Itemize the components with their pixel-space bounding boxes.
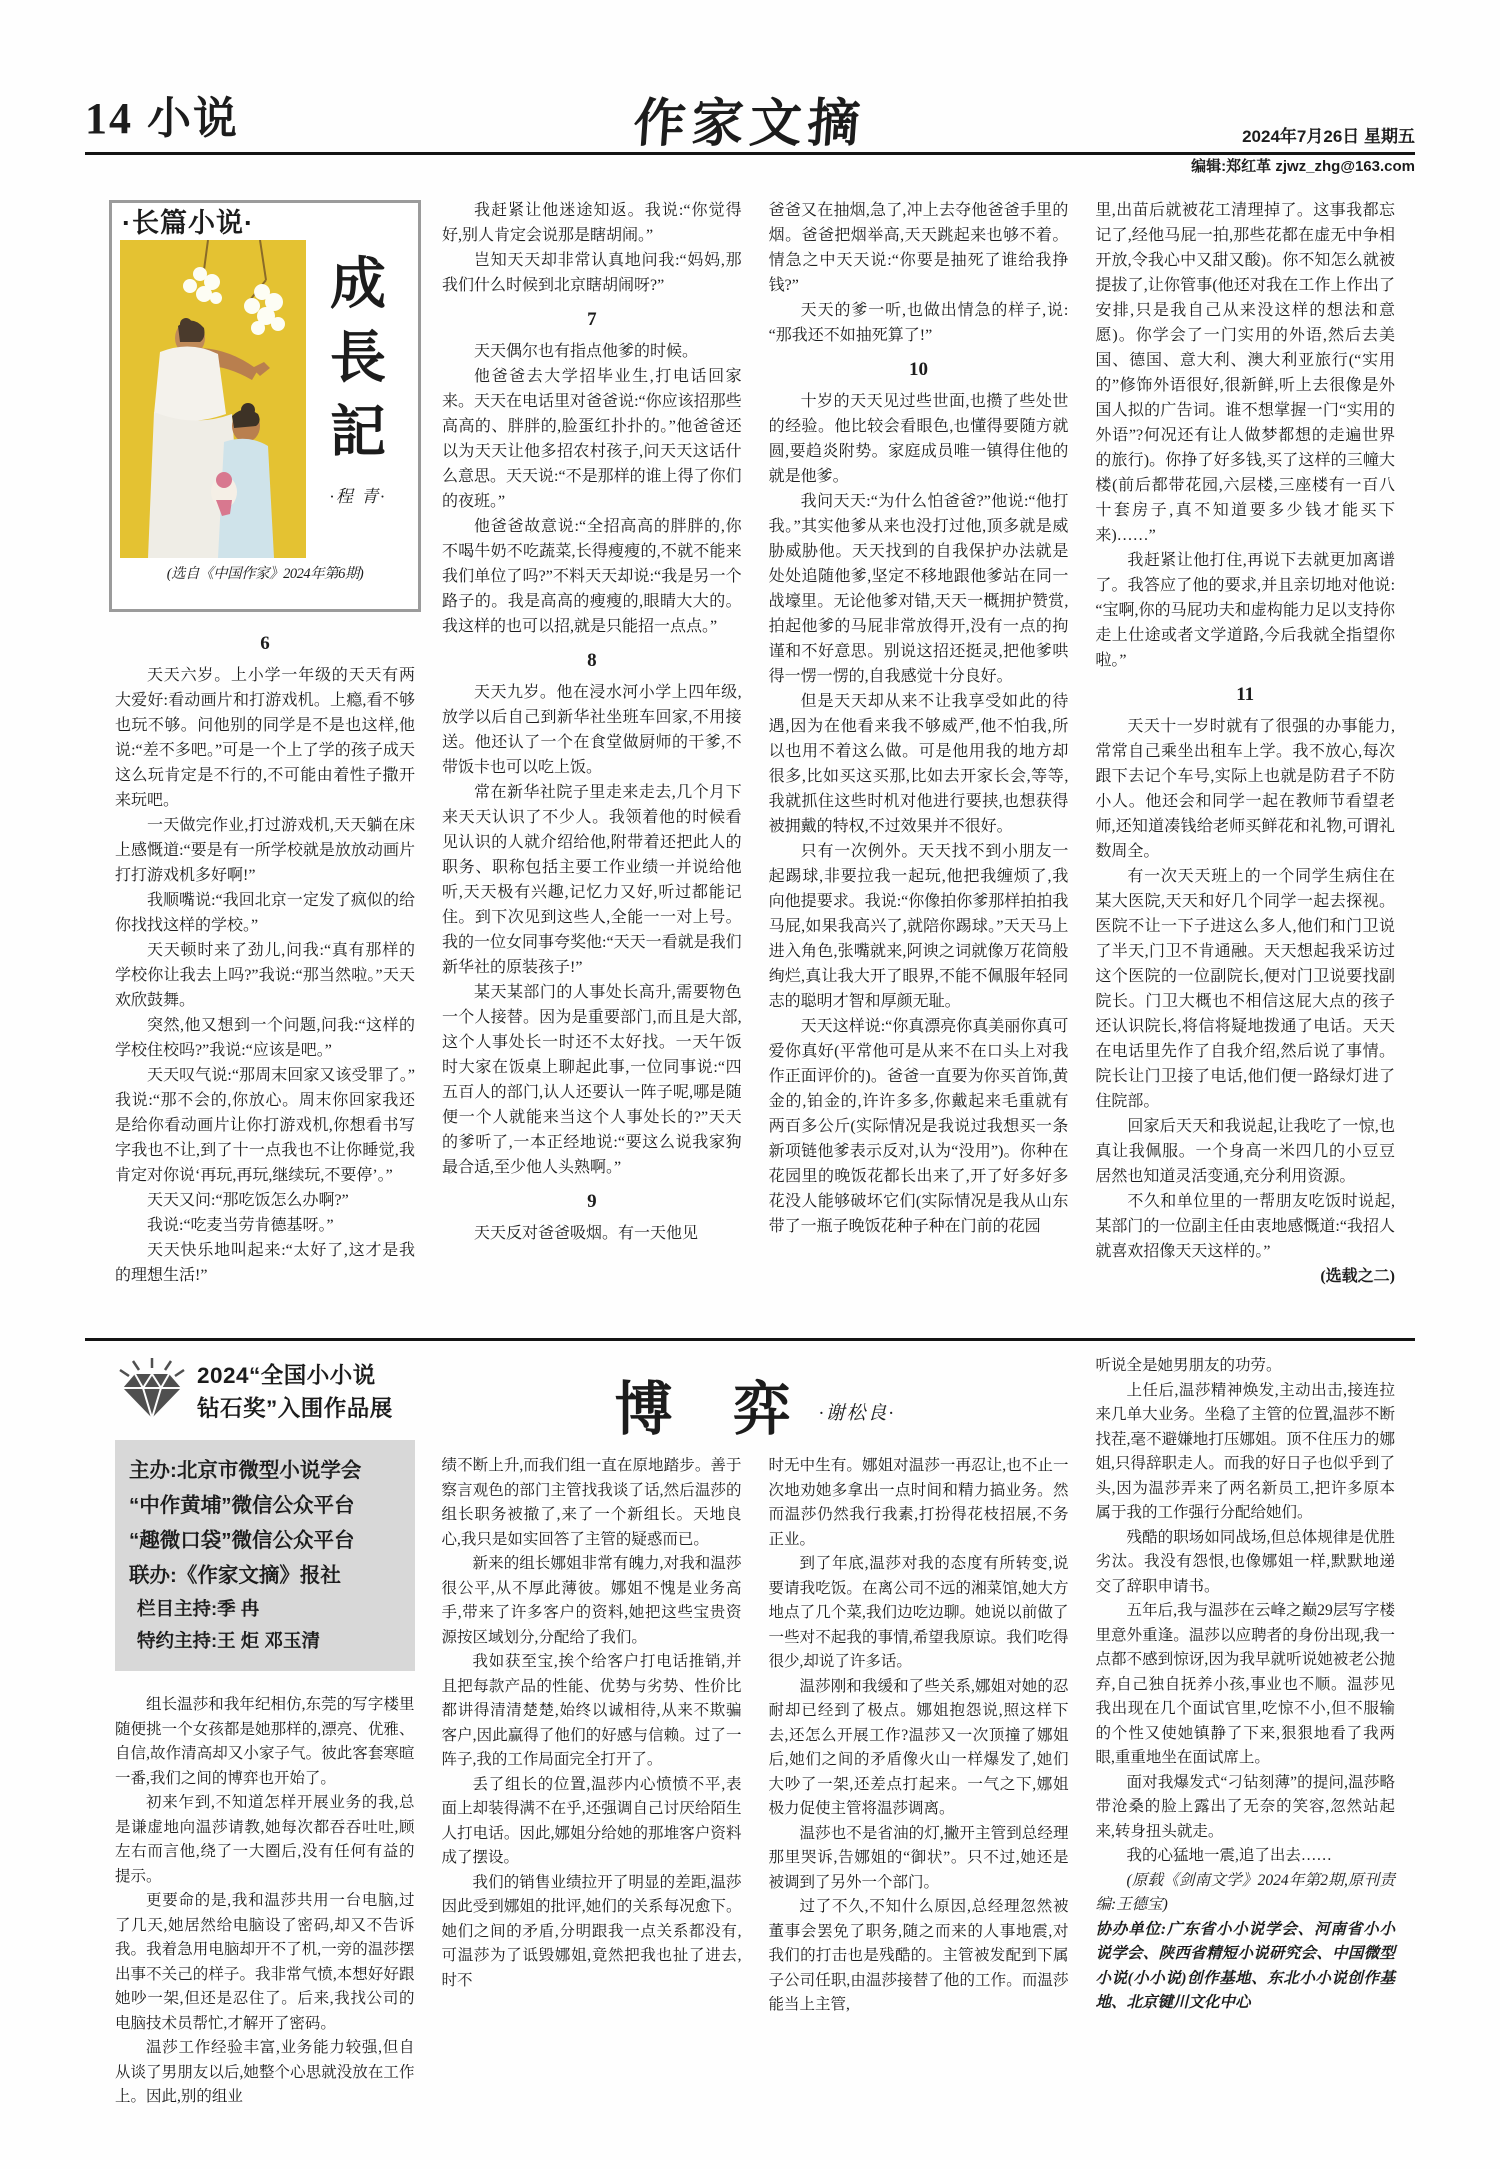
section-number: 11 (1236, 684, 1255, 705)
section-name: 小说 (147, 94, 239, 143)
paragraph: 听说全是她男朋友的功劳。 (1095, 1357, 1282, 1374)
novel-genre-tag: ·长篇小说· (122, 208, 254, 238)
host-line: 特约主持:王 炬 邓玉清 (137, 1630, 320, 1651)
novel-author: ·程 青· (329, 487, 387, 506)
section-divider (85, 1338, 1415, 1341)
paragraph: (选载之二) (1320, 1268, 1396, 1285)
novel-column-4 (1095, 198, 1395, 1338)
paragraph: 我赶紧让他迷途知返。我说:“你觉得好,别人肯定会说那是瞎胡闹。” (442, 202, 742, 244)
story-title: 博 弈 (614, 1377, 813, 1442)
paragraph: 他爸爸去大学招毕业生,打电话回家来。天天在电话里对爸爸说:“你应该招那些高高的、胖胖的,脸蛋红扑扑的。”他爸爸还以为天天让他多招农村孩子,问天天这话什么意思。天天说:“不是那样的谁上得了你们的夜班。” (442, 368, 742, 510)
paragraph: 但是天天却从来不让我享受如此的待遇,因为在他看来我不够威严,他不怕我,所以也用不着这么做。可是他用我的地方却很多,比如买这买那,比如去开家长会,等等,我就抓住这些时机对他进行要挟,也想获得被拥戴的特权,不过效果并不很好。 (768, 693, 1069, 835)
masthead-logo: 作家文摘 (631, 96, 868, 153)
section-number: 9 (587, 1191, 597, 1212)
paragraph: 我的心猛地一震,追了出去…… (1126, 1847, 1332, 1864)
paragraph: 我如获至宝,挨个给客户打电话推销,并且把每款产品的性能、优势与劣势、性价比都讲得清清楚楚,始终以诚相待,从来不欺骗客户,因此赢得了他们的好感与信赖。过了一阵子,我的工作局面完全打开了。 (441, 1653, 742, 1768)
paragraph: 五年后,我与温莎在云峰之巅29层写字楼里意外重逢。温莎以应聘者的身份出现,我一点都不感到惊讶,因为我早就听说她被老公抛弃,自己独自抚养小孩,事业也不顺。温莎见我出现在几个面试官里,吃惊不小,但不服输的个性又使她镇静了下来,狠狠地看了我两眼,重重地坐在面试席上。 (1095, 1602, 1395, 1766)
paragraph: 天天快乐地叫起来:“太好了,这才是我的理想生活!” (115, 1242, 415, 1284)
page-header (85, 82, 1415, 155)
section-number: 8 (587, 650, 597, 671)
story-middle-wrap (442, 1354, 1069, 2140)
page-number-section (85, 82, 239, 146)
diamond-icon (115, 1356, 189, 1428)
paragraph: 温莎工作经验丰富,业务能力较强,但自从谈了男朋友以后,她整个心思就没放在工作上。因此,别的组业 (115, 2039, 415, 2105)
paragraph: 更要命的是,我和温莎共用一台电脑,过了几天,她居然给电脑设了密码,却又不告诉我。我着急用电脑却开不了机,一旁的温莎摆出事不关己的样子。我非常气愤,本想好好跟她吵一架,但还是忍住了。后来,我找公司的电脑技术员帮忙,才解开了密码。 (115, 1892, 415, 2032)
paragraph: 只有一次例外。天天找不到小朋友一起踢球,非要拉我一起玩,他把我缠烦了,我向他提要求。我说:“你像拍你爹那样拍拍我马屁,如果我高兴了,就陪你踢球。”天天马上进入角色,张嘴就来,阿谀之词就像万花筒般绚烂,真让我大开了眼界,不能不佩服年轻同志的聪明才智和厚颜无耻。 (768, 843, 1069, 1010)
novel-column-3 (769, 198, 1069, 1338)
paragraph: 十岁的天天见过些世面,也攒了些处世的经验。他比较会看眼色,也懂得要随方就圆,要趋炎附势。家庭成员唯一镇得住他的就是他爹。 (768, 393, 1069, 485)
organizer-line: 主办:北京市微型小说学会 (129, 1459, 362, 1482)
story-column-1 (115, 1354, 415, 2140)
paragraph: 到了年底,温莎对我的态度有所转变,说要请我吃饭。在离公司不远的湘菜馆,她大方地点了几个菜,我们边吃边聊。她说以前做了一些对不起我的事情,希望我原谅。我们吃得很少,却说了许多话。 (768, 1555, 1069, 1670)
novel-illustration (120, 240, 306, 558)
host-line: 栏目主持:季 冉 (137, 1598, 260, 1619)
novel-column-2 (442, 198, 742, 1338)
paragraph: 组长温莎和我年纪相仿,东莞的写字楼里随便挑一个女孩都是她那样的,漂亮、优雅、自信,故作清高却又小家子气。彼此客套寒暄一番,我们之间的博弈也开始了。 (115, 1696, 415, 1787)
novel-title-box (109, 200, 421, 612)
paragraph: 天天六岁。上小学一年级的天天有两大爱好:看动画片和打游戏机。上瘾,看不够也玩不够。问他别的同学是不是也这样,他说:“差不多吧。”可是一个上了学的孩子成天这么玩肯定是不行的,不可能由着性子撒开来玩吧。 (115, 667, 415, 809)
paragraph: 过了不久,不知什么原因,总经理忽然被董事会罢免了职务,随之而来的人事地震,对我们的打击也是残酷的。主管被发配到下属子公司任职,由温莎接替了他的工作。而温莎能当上主管, (768, 1898, 1069, 2013)
story-section (115, 1354, 1395, 2140)
story-author: ·谢松良· (818, 1402, 896, 1424)
paragraph: 他爸爸故意说:“全招高高的胖胖的,你不喝牛奶不吃蔬菜,长得瘦瘦的,不就不能来我们单位了吗?”不料天天却说:“我是另一个路子的。我是高高的瘦瘦的,眼睛大大的。我这样的也可以招,就是只能招一点点。” (442, 518, 742, 635)
paragraph: 我顺嘴说:“我回北京一定发了疯似的给你找找这样的学校。” (115, 892, 415, 934)
novel-column-1 (115, 198, 415, 1338)
page-number: 14 (85, 94, 133, 143)
contest-title-line1: 2024“全国小小说 (197, 1363, 376, 1388)
paragraph: 天天顿时来了劲儿,问我:“真有那样的学校你让我去上吗?”我说:“那当然啦。”天天欢欣鼓舞。 (115, 942, 415, 1009)
organizer-line: 联办:《作家文摘》报社 (129, 1564, 341, 1587)
paragraph: 我问天天:“为什么怕爸爸?”他说:“他打我。”其实他爹从来也没打过他,顶多就是威胁威胁他。天天找到的自我保护办法就是处处追随他爹,坚定不移地跟他爹站在同一战壕里。无论他爹对错,天天一概拥护赞赏,拍起他爹的马屁非常放得开,没有一点的拘谨和不好意思。别说这招还挺灵,把他爹哄得一愣一愣的,自我感觉十分良好。 (768, 493, 1069, 685)
paragraph: 我赶紧让他打住,再说下去就更加离谱了。我答应了他的要求,并且亲切地对他说:“宝啊,你的马屁功夫和虚构能力足以支持你走上仕途或者文学道路,今后我就全指望你啦。” (1095, 552, 1396, 669)
paragraph: 温莎也不是省油的灯,撇开主管到总经理那里哭诉,告娜姐的“御状”。只不过,她还是被调到了另外一个部门。 (768, 1824, 1069, 1891)
paragraph: 天天十一岁时就有了很强的办事能力,常常自己乘坐出租车上学。我不放心,每次跟下去记个车号,实际上也就是防君子不防小人。他还会和同学一起在教师节看望老师,还知道凑钱给老师买鲜花和礼物,可谓礼数周全。 (1095, 718, 1396, 860)
contest-logo-block (115, 1356, 415, 1428)
contest-title-line2: 钻石奖”入围作品展 (197, 1396, 393, 1421)
paragraph: 我们的销售业绩拉开了明显的差距,温莎因此受到娜姐的批评,她们的关系每况愈下。她们之间的矛盾,分明跟我一点关系都没有,可温莎为了诋毁娜姐,竟然把我也扯了进去,时不 (441, 1873, 742, 1989)
paragraph: 绩不断上升,而我们组一直在原地踏步。善于察言观色的部门主管找我谈了话,然后温莎的组长职务被撤了,来了一个新组长。天地良心,我只是如实回答了主管的疑惑而已。 (441, 1457, 742, 1548)
story-column-4 (1096, 1354, 1396, 2140)
organizer-line: “中作黄埔”微信公众平台 (129, 1494, 355, 1517)
paragraph: 常在新华社院子里走来走去,几个月下来天天认识了不少人。我领着他的时候看见认识的人就介绍给他,附带着还把此人的职务、职称包括主要工作业绩一并说给他听,天天极有兴趣,记忆力又好,听过都能记住。到下次见到这些人,全能一一对上号。我的一位女同事夸奖他:“天天一看就是我们新华社的原装孩子!” (442, 784, 742, 976)
novel-source: (选自《中国作家》2024年第6期) (166, 566, 364, 582)
novel-title-block (306, 240, 410, 558)
section-number: 10 (909, 359, 928, 380)
novel-text-col1 (115, 622, 415, 1288)
paragraph: 有一次天天班上的一个同学生病住在某大医院,天天和好几个同学一起去探视。医院不让一下子进这么多人,他们和门卫说了半天,门卫不肯通融。天天想起我采访过这个医院的一位副院长,便对门卫说要找副院长。门卫大概也不相信这屁大点的孩子还认识院长,将信将疑地拨通了电话。天天在电话里先作了自我介绍,然后说了事情。院长让门卫接了电话,他们便一路绿灯进了住院部。 (1095, 868, 1396, 1110)
novel-title-char: 成 (330, 254, 386, 316)
story-text-col1 (115, 1693, 415, 2110)
story-column-3 (769, 1454, 1069, 2018)
paragraph: 协办单位:广东省小小说学会、河南省小小说学会、陕西省精短小说研究会、中国微型小说(小小说)创作基地、东北小小说创作基地、北京键川文化中心 (1095, 1920, 1395, 2011)
novel-section (115, 198, 1395, 1338)
paragraph: 天天偶尔也有指点他爹的时候。 (474, 343, 699, 360)
paragraph: 天天叹气说:“那周末回家又该受罪了。”我说:“那不会的,你放心。周末你回家我还是给你看动画片让你打游戏机,你想看书写字我也不让,到了十一点我也不让你睡觉,我肯定对你说‘再玩,再玩,继续玩,不要停’。” (115, 1067, 415, 1184)
organizer-line: “趣微口袋”微信公众平台 (129, 1529, 355, 1552)
paragraph: 新来的组长娜姐非常有魄力,对我和温莎很公平,从不厚此薄彼。娜姐不愧是业务高手,带来了许多客户的资料,她把这些宝贵资源按区域划分,分配给了我们。 (441, 1555, 742, 1646)
organizer-box (115, 1440, 415, 1671)
novel-title-char: 長 (330, 328, 386, 390)
paragraph: 时无中生有。娜姐对温莎一再忍让,也不止一次地劝她多拿出一点时间和精力搞业务。然而温莎仍然我行我素,打扮得花枝招展,不务正业。 (768, 1457, 1069, 1548)
section-number: 6 (260, 633, 270, 654)
paragraph: 我说:“吃麦当劳肯德基呀。” (147, 1217, 334, 1234)
paragraph: 天天的爹一听,也做出情急的样子,说:“那我还不如抽死算了!” (768, 302, 1069, 344)
story-header (442, 1354, 1069, 1454)
date-line: 2024年7月26日 星期五 (1242, 127, 1415, 146)
novel-title-char: 記 (330, 402, 386, 464)
paragraph: 温莎刚和我缓和了些关系,娜姐对她的忍耐却已经到了极点。娜姐抱怨说,照这样下去,还怎么开展工作?温莎又一次顶撞了娜姐后,她们之间的矛盾像火山一样爆发了,她们大吵了一架,还差点打起来。一气之下,娜姐极力促使主管将温莎调离。 (768, 1677, 1069, 1817)
paragraph: 丢了组长的位置,温莎内心愤愤不平,表面上却装得满不在乎,还强调自己讨厌给陌生人打电话。因此,娜姐分给她的那堆客户资料成了摆设。 (441, 1775, 742, 1866)
paragraph: 某天某部门的人事处长高升,需要物色一个人接替。因为是重要部门,而且是大部,这个人事处长一时还不太好找。一天午饭时大家在饭桌上聊起此事,一位同事说:“四五百人的部门,认人还要认一阵子呢,哪是随便一个人就能来当这个人事处长的?”天天的爹听了,一本正经地说:“要这么说我家狗最合适,至少他人头熟啊。” (442, 984, 742, 1176)
paragraph: 天天反对爸爸吸烟。有一天他见 (474, 1225, 699, 1242)
paragraph: 回家后天天和我说起,让我吃了一惊,也真让我佩服。一个身高一米四几的小豆豆居然也知道灵活变通,充分利用资源。 (1095, 1118, 1396, 1185)
paragraph: 天天又问:“那吃饭怎么办啊?” (147, 1192, 349, 1209)
paragraph: 天天九岁。他在浸水河小学上四年级,放学以后自己到新华社坐班车回家,不用接送。他还认了一个在食堂做厨师的干爹,不带饭卡也可以吃上饭。 (442, 684, 742, 776)
paragraph: 一天做完作业,打过游戏机,天天躺在床上感慨道:“要是有一所学校就是放放动画片打打游戏机多好啊!” (115, 817, 415, 884)
contest-title (197, 1359, 393, 1425)
story-column-2 (442, 1454, 742, 2018)
paragraph: 上任后,温莎精神焕发,主动出击,接连拉来几单大业务。坐稳了主管的位置,温莎不断找茬,毫不避嫌地打压娜姐。顶不住压力的娜姐,只得辞职走人。而我的好日子也似乎到了头,因为温莎弄来了两名新员工,把许多原本属于我的工作强行分配给她们。 (1095, 1381, 1395, 1521)
section-number: 7 (587, 309, 597, 330)
paragraph: 爸爸又在抽烟,急了,冲上去夺他爸爸手里的烟。爸爸把烟举高,天天跳起来也够不着。情急之中天天说:“你要是抽死了谁给我挣钱?” (768, 202, 1069, 294)
paragraph: 天天这样说:“你真漂亮你真美丽你真可爱你真好(平常他可是从来不在口头上对我作正面评价的)。爸爸一直要为你买首饰,黄金的,铂金的,许许多多,你戴起来毛重就有两百多公斤(实际情况是我说过我想买一条新项链他爹表示反对,认为“没用”)。你种在花园里的晚饭花都长出来了,开了好多好多花没人能够破坏它们(实际情况是我从山东带了一瓶子晚饭花种子种在门前的花园 (768, 1018, 1069, 1235)
paragraph: 突然,他又想到一个问题,问我:“这样的学校住校吗?”我说:“应该是吧。” (115, 1017, 415, 1059)
paragraph: 岂知天天却非常认真地问我:“妈妈,那我们什么时候到北京瞎胡闹呀?” (442, 252, 742, 294)
editor-line: 编辑:郑红革 zjwz_zhg@163.com (1191, 158, 1415, 175)
paragraph: 不久和单位里的一帮朋友吃饭时说起,某部门的一位副主任由衷地感慨道:“我招人就喜欢招像天天这样的。” (1095, 1193, 1396, 1260)
paragraph: 面对我爆发式“刁钻刻薄”的提问,温莎略带沧桑的脸上露出了无奈的笑容,忽然站起来,转身扭头就走。 (1095, 1773, 1395, 1840)
paragraph: 里,出苗后就被花工清理掉了。这事我都忘记了,经他马屁一拍,那些花都在虚无中争相开放,令我心中又甜又酸)。你不知怎么就被提拔了,让你管事(他还对我在工作上作出了安排,只是我自己从来没这样的想法和意愿)。你学会了一门实用的外语,然后去美国、德国、意大利、澳大利亚旅行(“实用的”修饰外语很好,很新鲜,听上去很像是外国人拟的广告词。谁不想掌握一门“实用的外语”?何况还有让人做梦都想的走遍世界的旅行)。你挣了好多钱,买了这样的三幢大楼(前后都带花园,六层楼,三座楼有一百八十套房子,真不知道要多少钱才能买下来)……” (1095, 202, 1396, 544)
paragraph: 残酷的职场如同战场,但总体规律是优胜劣汰。我没有怨恨,也像娜姐一样,默默地递交了辞职申请书。 (1095, 1528, 1395, 1595)
paragraph: 初来乍到,不知道怎样开展业务的我,总是谦虚地向温莎请教,她每次都吞吞吐吐,顾左右而言他,绕了一大圈后,没有任何有益的提示。 (115, 1794, 415, 1885)
paragraph: (原载《剑南文学》2024年第2期,原刊责编:王德宝) (1095, 1871, 1395, 1913)
